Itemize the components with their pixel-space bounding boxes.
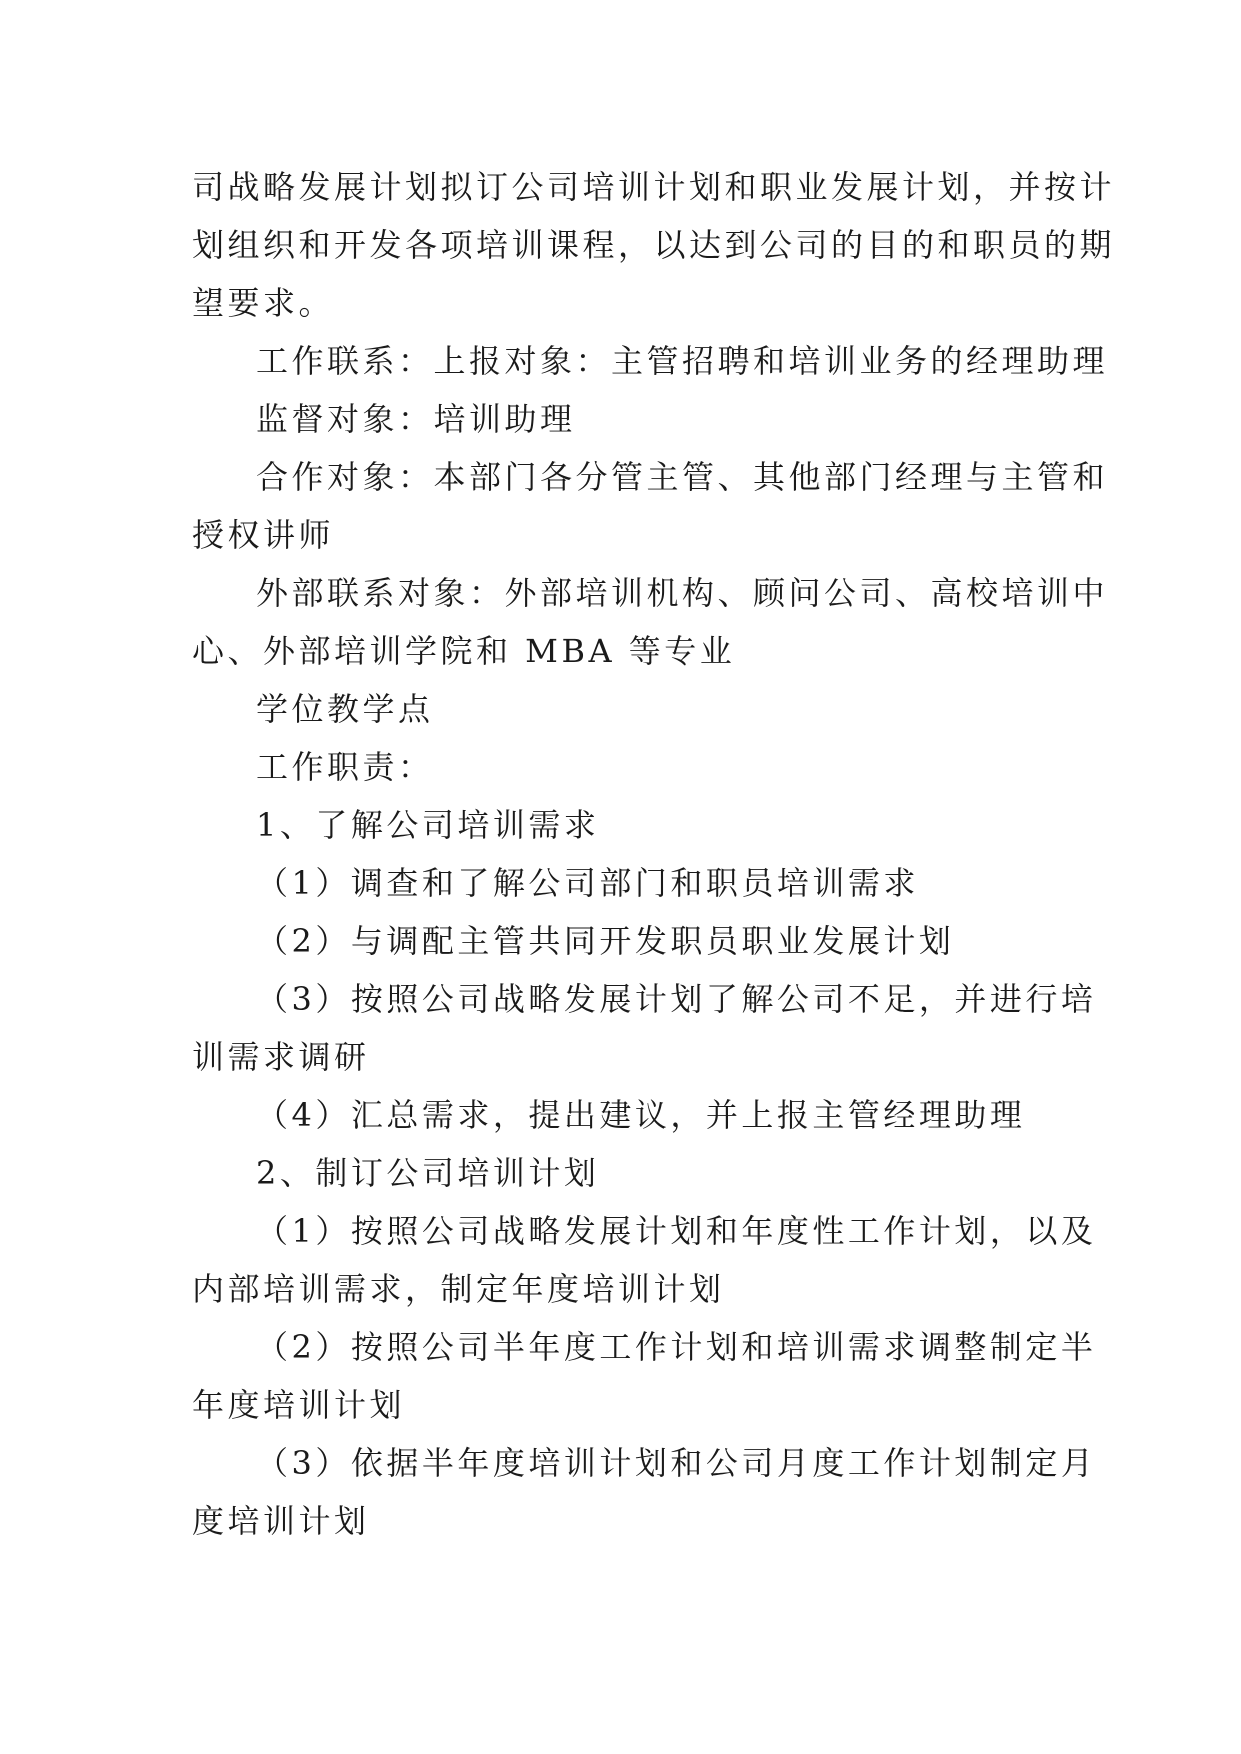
sub-list-item: （4）汇总需求，提出建议，并上报主管经理助理 (256, 1096, 1026, 1134)
text-line: 授权讲师 (192, 516, 335, 554)
list-item: 2、制订公司培训计划 (256, 1154, 600, 1192)
sub-list-item: （2）与调配主管共同开发职员职业发展计划 (256, 922, 955, 960)
document-page (192, 158, 1116, 1550)
text-line: 心、外部培训学院和 MBA 等专业 (192, 632, 736, 670)
text-line: 训需求调研 (192, 1038, 370, 1076)
list-item: 1、了解公司培训需求 (256, 806, 600, 844)
work-contact-line: 工作联系：上报对象：主管招聘和培训业务的经理助理 (256, 342, 1109, 380)
text-line: 司战略发展计划拟订公司培训计划和职业发展计划，并按计 (192, 168, 1116, 206)
sub-list-item: （3）按照公司战略发展计划了解公司不足，并进行培 (256, 980, 1097, 1018)
section-heading: 工作职责： (256, 748, 434, 786)
text-line: 度培训计划 (192, 1502, 370, 1540)
sub-list-item: （2）按照公司半年度工作计划和培训需求调整制定半 (256, 1328, 1097, 1366)
sub-list-item: （3）依据半年度培训计划和公司月度工作计划制定月 (256, 1444, 1097, 1482)
sub-list-item: （1）调查和了解公司部门和职员培训需求 (256, 864, 919, 902)
text-line: 内部培训需求，制定年度培训计划 (192, 1270, 725, 1308)
cooperation-line: 合作对象：本部门各分管主管、其他部门经理与主管和 (256, 458, 1109, 496)
text-line: 学位教学点 (256, 690, 434, 728)
text-line: 年度培训计划 (192, 1386, 406, 1424)
text-line: 划组织和开发各项培训课程，以达到公司的目的和职员的期 (192, 226, 1116, 264)
sub-list-item: （1）按照公司战略发展计划和年度性工作计划，以及 (256, 1212, 1097, 1250)
supervision-line: 监督对象：培训助理 (256, 400, 576, 438)
text-line: 望要求。 (192, 284, 335, 322)
external-contact-line: 外部联系对象：外部培训机构、顾问公司、高校培训中 (256, 574, 1109, 612)
